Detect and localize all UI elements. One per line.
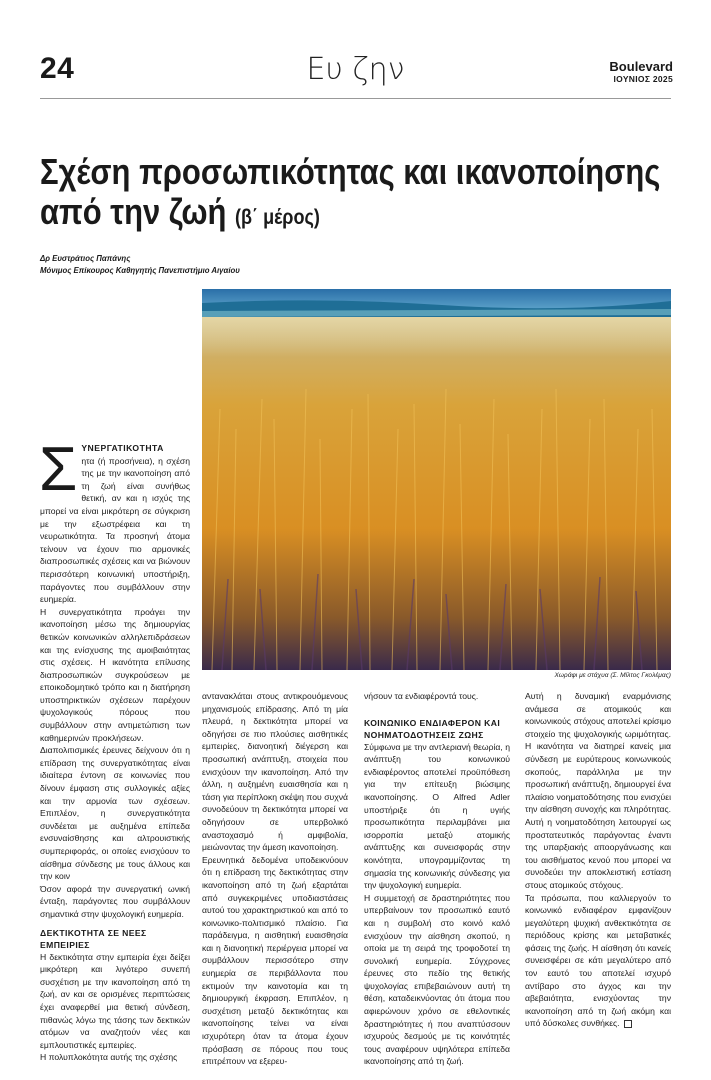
painting-image [202, 289, 671, 670]
page-number: 24 [40, 52, 75, 85]
end-of-article-icon [624, 1020, 632, 1028]
paragraph-text: Τα πρόσωπα, που καλλιεργούν το κοινωνικό ενδιαφέρον εμφανίζουν μεγαλύτερη ψυχική ανθεκτικότητα σε περιόδους κρίσης και μεταβατικές φάσεις της ζωής. Η αίσθηση ότι κανείς συνεισφέρει σε κάτι μεγαλύτερο από τον εαυτό του αποτελεί ισχυρό αντίβαρο στο άγχος και την αβεβαιότητα, ενισχύοντας την ικανοποίηση από τη ζωή ακόμη και υπό δύσκολες συνθήκες. [525, 892, 671, 1029]
author-name: Δρ Ευστράτιος Παπάνης [40, 254, 131, 263]
paragraph: Αυτή η δυναμική εναρμόνισης ανάμεσα σε ατομικούς και κοινωνικούς στόχους αποτελεί κρίσιμο στοιχείο της ψυχολογικής ωριμότητας. Η ικανότητα να διατηρεί κανείς μια σύνδεση με ευρύτερους κοινωνικούς σκοπούς, παράλληλα με την προσωπική ανάπτυξη, δημιουργεί ένα πλαίσιο νοηματοδότησης που ενισχύει την αίσθηση συνοχής και πληρότητας. Αυτή η νοηματοδότηση λειτουργεί ως προστατευτικός παράγοντας έναντι της υπαρξιακής αποοργάνωσης και του αισθήματος κενού που μπορεί να συνοδεύει την αποκλειστική εστίαση στους ατομικούς στόχους. [525, 691, 671, 890]
paragraph: αντανακλάται στους αντικρουόμενους μηχανισμούς επίδρασης. Από τη μία πλευρά, η δεκτικότητα μπορεί να οδηγήσει σε πιο πλούσιες αισθητικές εμπειρίες, διανοητική διέγερση και προσωπική ανάπτυξη, στοιχεία που ενισχύουν την ικανοποίηση. Από την άλλη, η αυξημένη ευαισθησία και η τάση για περίπλοκη σκέψη που συχνά συνοδεύουν τη δεκτικότητα μπορεί να οδηγήσουν σε υπερβολικό αναστοχασμό ή αμφιβολία, μειώνοντας την άμεση ικανοποίηση. [202, 691, 348, 853]
section-heading-social-interest: ΚΟΙΝΩΝΙΚΟ ΕΝΔΙΑΦΕΡΟΝ ΚΑΙ ΝΟΗΜΑΤΟΔΟΤΗΣΕΙΣ ΖΩΗΣ [364, 717, 501, 740]
headline-part-label: (β΄ μέρος) [235, 206, 320, 229]
drop-cap: Σ [39, 435, 78, 504]
headline-line-2-text: από την ζωή [40, 191, 227, 232]
paragraph: Σύμφωνα με την αντλεριανή θεωρία, η ανάπτυξη του κοινωνικού ενδιαφέροντος αποτελεί προϋπόθεση για την επίτευξη βιώσιμης ικανοποίησης. Ο Alfred Adler υποστήριξε ότι η υγιής προσωπικότητα περιλαμβάνει μια ισορροπία μεταξύ ατομικής ανάπτυξης και συνεισφοράς στην κοινότητα, υπογραμμίζοντας τη σημασία της κοινωνικής σύνδεσης για την ψυχολογική ευημερία. [364, 741, 510, 891]
masthead [609, 60, 673, 84]
wheat-field-painting [202, 289, 671, 670]
author-block [40, 253, 240, 277]
paragraph: Όσον αφορά την συνεργατική ωνική ένταξη, παράγοντες που συμβάλλουν σημαντικά στην ψυχολογική ευημερία. [40, 883, 190, 919]
article-column-3 [364, 690, 510, 1068]
paragraph: Η συμμετοχή σε δραστηριότητες που υπερβαίνουν τον προσωπικό εαυτό και η συμβολή στο κοινό καλό ενισχύουν την αίσθηση σκοπού, η οποία με τη σειρά της τροφοδοτεί τη συνολική ευημερία. Σύγχρονες έρευνες στο πεδίο της θετικής ψυχολογίας επιβεβαιώνουν αυτή τη θέση, καταδεικνύοντας ότι άτομα που αφιερώνουν χρόνο σε εθελοντικές δραστηριότητες ή που αναπτύσσουν ισχυρούς δεσμούς με τις κοινότητές τους αναφέρουν υψηλότερα επίπεδα ικανοποίησης από τη ζωή. [364, 892, 510, 1067]
headline-line-2 [40, 192, 590, 238]
header-rule [40, 98, 671, 99]
paragraph: Η συνεργατικότητα προάγει την ικανοποίηση μέσω της δημιουργίας θετικών κοινωνικών αλληλεπιδράσεων και της ενίσχυσης της αμοιβαιότητας στις σχέσεις. Η ικανότητα επίλυσης διαπροσωπικών συγκρούσεων με εποικοδομητικό τρόπο και η διατήρηση υποστηρικτικών σχέσεων παρέχουν ψυχολογικούς πόρους που συμβάλλουν στην αντιμετώπιση των καθημερινών προκλήσεων. [40, 606, 190, 743]
paragraph [525, 892, 671, 1031]
paragraph: Η πολυπλοκότητα αυτής της σχέσης [40, 1052, 178, 1063]
paragraph: Διαπολιτισμικές έρευνες δείχνουν ότι η επίδραση της συνεργατικότητας είναι ιδιαίτερα έντονη σε κοινωνίες που δίνουν έμφαση στις συλλογικές αξίες και την αρμονία των σχέσεων. Επιπλέον, η συνεργατικότητα συνδέεται με αυξημένα επίπεδα ενσυναίσθησης και αλτρουιστικής συμπεριφοράς, οι οποίες ενισχύουν το αίσθημα σύνδεσης με τους άλλους και την κοιν [40, 745, 190, 882]
article-column-2 [202, 690, 348, 1068]
article-headline [40, 151, 661, 238]
paragraph: νήσουν τα ενδιαφέροντά τους. [364, 691, 479, 701]
issue-date: ΙΟΥΝΙΟΣ 2025 [613, 74, 673, 84]
author-title: Μόνιμος Επίκουρος Καθηγητής Πανεπιστήμιο Αιγαίου [40, 266, 240, 275]
section-title: Ευ ζην [306, 52, 405, 87]
paragraph: Η δεκτικότητα στην εμπειρία έχει δείξει μικρότερη και λιγότερο συνεπή συσχέτιση με την ικανοποίηση από τη ζωή, αν και σε ορισμένες περιπτώσεις έχει αναφερθεί μια θετική σύνδεση, πιθανώς λόγω της τάσης των δεκτικών ατόμων να αναζητούν νέες και εμπλουτιστικές εμπειρίες. [40, 951, 190, 1050]
paragraph: ητα (ή προσήνεια), η σχέση της με την ικανοποίηση από τη ζωή είναι συνήθως θετική, αν και η ισχύς της μπορεί να είναι μικρότερη σε σύγκριση με την εξωστρέφεια και τη νευρωτικότητα. Τα προσηνή άτομα τείνουν να έχουν πιο αρμονικές διαπροσωπικές σχέσεις και να βιώνουν περισσότερη κοινωνική υποστήριξη, παράγοντες που συμβάλλουν στην ευημερία. [40, 455, 190, 605]
image-caption: Χωράφι με στάχυα (Σ. Μίλτος Γκολέμας) [554, 672, 671, 679]
article-column-1 [39, 435, 190, 1064]
section-heading-openness: ΔΕΚΤΙΚΟΤΗΤΑ ΣΕ ΝΕΕΣ ΕΜΠΕΙΡΙΕΣ [40, 927, 147, 950]
headline-line-1: Σχέση προσωπικότητας και ικανοποίησης [40, 151, 661, 192]
article-column-4 [525, 690, 671, 1030]
section-heading-cooperativeness: ΥΝΕΡΓΑΤΙΚΟΤΗΤΑ [81, 443, 164, 453]
brand-name: Boulevard [609, 59, 673, 74]
paragraph: Ερευνητικά δεδομένα υποδεικνύουν ότι η επίδραση της δεκτικότητας στην ικανοποίηση από τη ζωή εξαρτάται από συγκεκριμένες υποδιαστάσεις αυτού του χαρακτηριστικού και από το κοινωνικο-πολιτισμικό πλαίσιο. Για παράδειγμα, η αισθητική ευαισθησία και η διανοητική περιέργεια μπορεί να συμβάλλουν περισσότερο στην ευημερία σε περιβάλλοντα που εκτιμούν την καινοτομία και τη δημιουργική έκφραση. Επιπλέον, η συσχέτιση μεταξύ δεκτικότητας και ικανοποίησης τείνει να είναι ισχυρότερη όταν τα άτομα έχουν πρόσβαση σε πόρους που τους επιτρέπουν να εξερευ- [202, 854, 348, 1067]
